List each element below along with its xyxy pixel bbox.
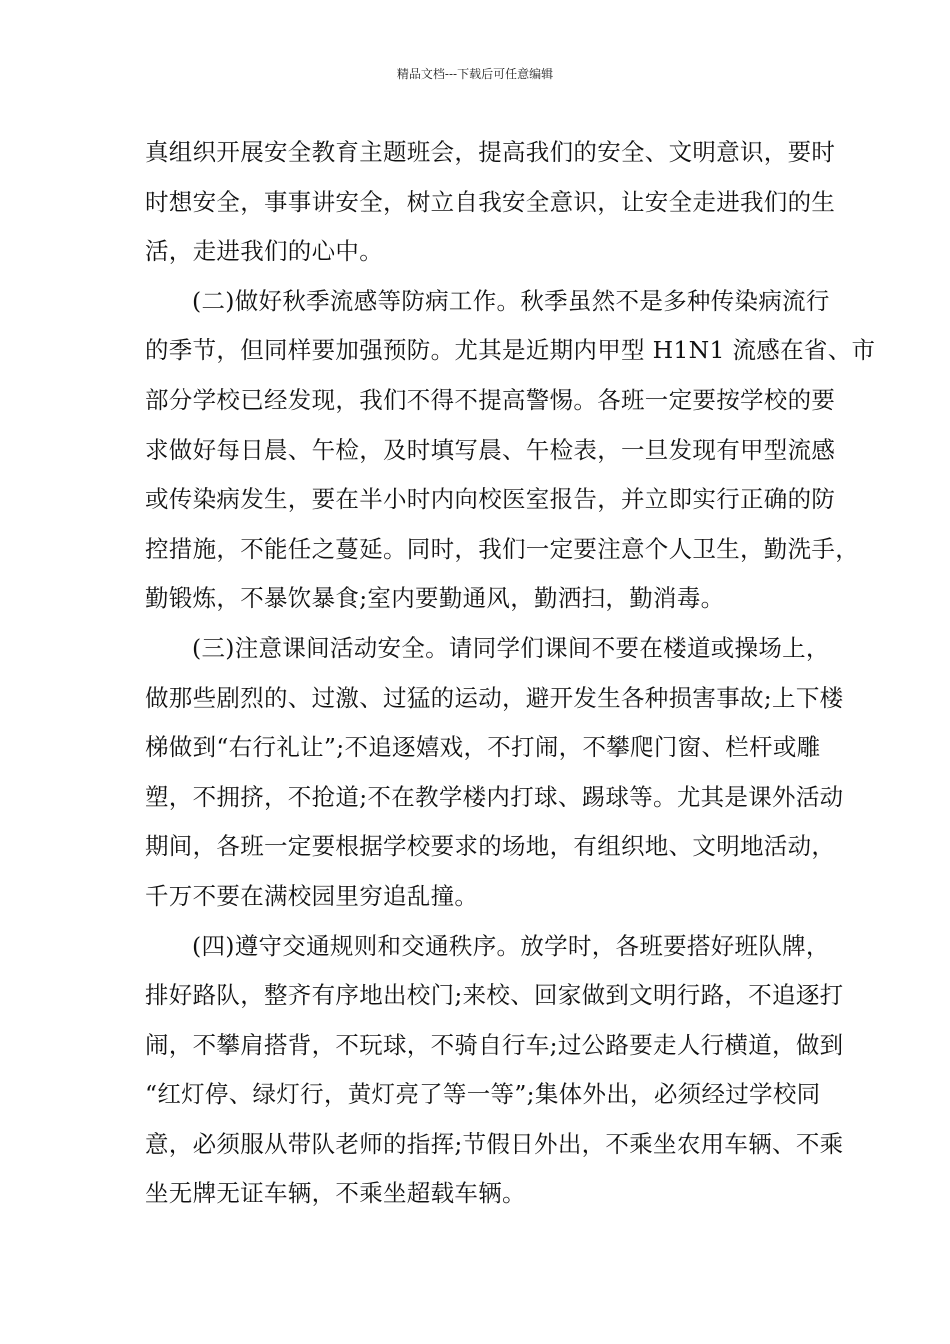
text-line: 意，必须服从带队老师的指挥;节假日外出，不乘坐农用车辆、不乘: [145, 1129, 844, 1158]
text-line: 塑，不拥挤，不抢道;不在教学楼内打球、踢球等。尤其是课外活动: [145, 782, 844, 811]
text-line: 真组织开展安全教育主题班会，提高我们的安全、文明意识，要时: [145, 138, 836, 166]
text-line: 活，走进我们的心中。: [145, 237, 383, 266]
paragraph-start-line: (三)注意课间活动安全。请同学们课间不要在楼道或操场上，: [192, 633, 830, 662]
text-line: 排好路队，整齐有序地出校门;来校、回家做到文明行路，不追逐打: [145, 981, 844, 1010]
text-line: 做那些剧烈的、过激、过猛的运动，避开发生各种损害事故;上下楼: [145, 683, 844, 712]
paragraph-start-line: (四)遵守交通规则和交通秩序。放学时，各班要搭好班队牌，: [192, 931, 830, 960]
text-line: 闹，不攀肩搭背，不玩球，不骑自行车;过公路要走人行横道，做到: [145, 1030, 844, 1059]
text-line: 千万不要在满校园里穷追乱撞。: [145, 881, 479, 910]
text-line: 时想安全，事事讲安全，树立自我安全意识，让安全走进我们的生: [145, 187, 836, 216]
text-line: 或传染病发生，要在半小时内向校医室报告，并立即实行正确的防: [145, 485, 836, 514]
text-line: “红灯停、绿灯行，黄灯亮了等一等”;集体外出，必须经过学校同: [145, 1080, 821, 1109]
text-line: 梯做到“右行礼让”;不追逐嬉戏，不打闹，不攀爬门窗、栏杆或雕: [145, 733, 821, 762]
text-line: 坐无牌无证车辆，不乘坐超载车辆。: [145, 1179, 526, 1208]
paragraph-start-line: (二)做好秋季流感等防病工作。秋季虽然不是多种传染病流行: [192, 286, 830, 315]
text-line: 的季节，但同样要加强预防。尤其是近期内甲型 H1N1 流感在省、市: [145, 336, 876, 365]
text-line: 求做好每日晨、午检，及时填写晨、午检表，一旦发现有甲型流感: [145, 435, 836, 464]
text-line: 期间，各班一定要根据学校要求的场地，有组织地、文明地活动，: [145, 832, 836, 861]
text-line: 勤锻炼，不暴饮暴食;室内要勤通风，勤洒扫，勤消毒。: [145, 584, 725, 613]
text-line: 部分学校已经发现，我们不得不提高警惕。各班一定要按学校的要: [145, 385, 836, 414]
page-header: 精品文档---下载后可任意编辑: [396, 67, 554, 81]
text-line: 控措施，不能任之蔓延。同时，我们一定要注意个人卫生，勤洗手，: [145, 534, 859, 563]
document-body: [145, 128, 876, 1219]
